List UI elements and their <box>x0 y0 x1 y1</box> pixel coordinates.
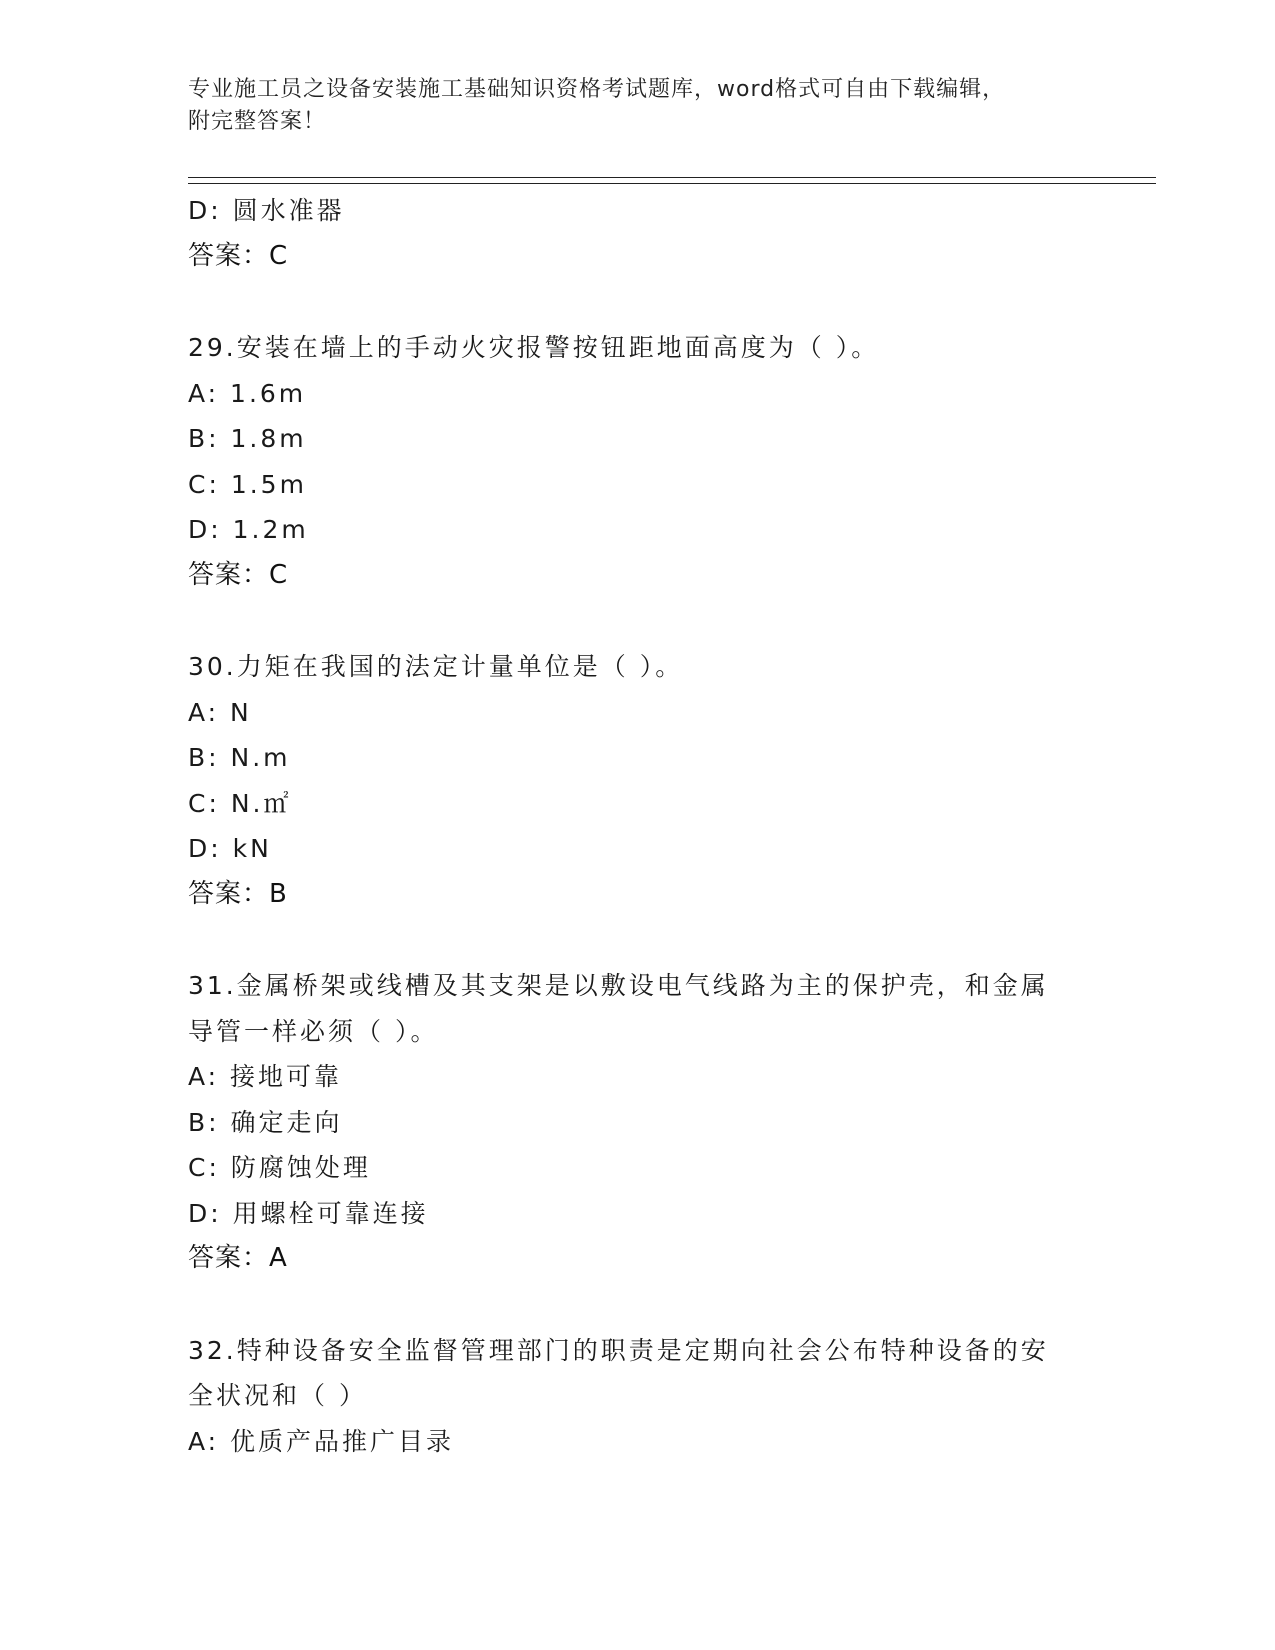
option-a: A: N <box>188 697 252 727</box>
document-body <box>188 188 1088 1464</box>
option-d: D: 圆水准器 <box>188 196 345 225</box>
option-c: C: N.㎡ <box>188 788 292 818</box>
option-b: B: 确定走向 <box>188 1107 343 1137</box>
answer: 答案：C <box>188 240 289 271</box>
header-line-1: 专业施工员之设备安装施工基础知识资格考试题库，word格式可自由下载编辑， <box>188 77 1006 102</box>
header-line-2: 附完整答案！ <box>188 109 327 134</box>
question-block-prev <box>188 188 1088 279</box>
question-block-31 <box>188 963 1088 1282</box>
spacer <box>188 279 1088 325</box>
option-a: A: 优质产品推广目录 <box>188 1426 455 1456</box>
question-block-32 <box>188 1328 1088 1465</box>
option-a: A: 接地可靠 <box>188 1062 343 1091</box>
option-c: C: 1.5m <box>188 469 307 499</box>
page-header <box>188 74 1088 138</box>
spacer <box>188 1282 1088 1328</box>
option-b: B: 1.8m <box>188 424 307 453</box>
header-divider <box>188 177 1156 184</box>
option-d: D: 1.2m <box>188 515 309 544</box>
spacer <box>188 917 1088 963</box>
option-a: A: 1.6m <box>188 378 307 408</box>
question-text-line-1: 31.金属桥架或线槽及其支架是以敷设电气线路为主的保护壳，和金属 <box>188 971 1049 1000</box>
answer: 答案：A <box>188 1243 288 1273</box>
question-block-29 <box>188 325 1088 598</box>
option-d: D: kN <box>188 834 272 863</box>
spacer <box>188 598 1088 644</box>
question-text-line-1: 32.特种设备安全监督管理部门的职责是定期向社会公布特种设备的安 <box>188 1335 1049 1365</box>
question-block-30 <box>188 644 1088 917</box>
question-text: 30.力矩在我国的法定计量单位是（ ）。 <box>188 652 684 681</box>
option-d: D: 用螺栓可靠连接 <box>188 1198 429 1228</box>
question-text: 29.安装在墙上的手动火灾报警按钮距地面高度为（ ）。 <box>188 333 880 362</box>
option-c: C: 防腐蚀处理 <box>188 1153 371 1182</box>
question-text-line-2: 全状况和（ ） <box>188 1381 367 1410</box>
answer: 答案：C <box>188 559 289 590</box>
option-b: B: N.m <box>188 743 291 772</box>
answer: 答案：B <box>188 878 288 909</box>
question-text-line-2: 导管一样必须（ ）。 <box>188 1016 439 1046</box>
